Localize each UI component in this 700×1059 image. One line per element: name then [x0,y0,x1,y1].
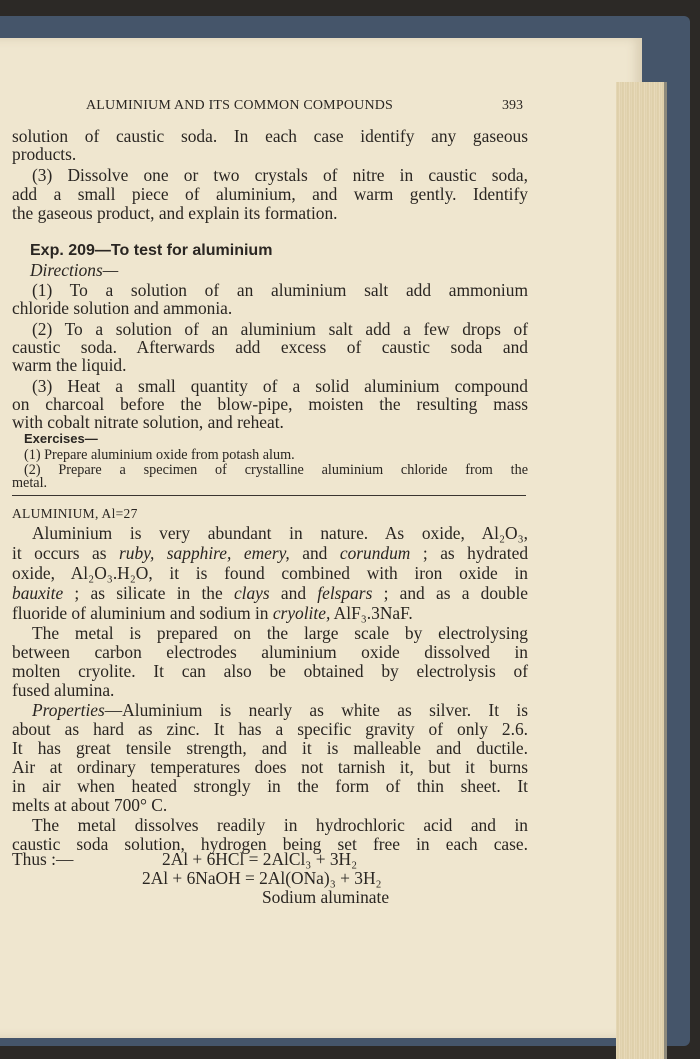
text-line: (3) Heat a small quantity of a solid aluminium compound [32,376,528,396]
text-line: Aluminium is very abundant in nature. As oxide, Al₂O₃, [32,523,528,543]
exercise-line: (1) Prepare aluminium oxide from potash alum. [24,447,295,463]
text-line: chloride solution and ammonia. [12,298,233,318]
equation-note: Sodium aluminate [262,887,390,907]
text-line: The metal is prepared on the large scale by electrolysing [32,623,528,643]
equation-hcl: 2Al + 6HCl = 2AlCl₃ + 3H₂ [162,849,358,869]
book-page [0,38,642,1038]
equation-naoh: 2Al + 6NaOH = 2Al(ONa)₃ + 3H₂ [142,868,382,888]
text-line: products. [12,144,77,164]
page-number: 393 [502,98,523,113]
text-line: (3) Dissolve one or two crystals of nitre in caustic soda, [32,165,528,185]
text-line: It has great tensile strength, and it is malleable and ductile. [12,738,528,758]
section-divider [12,495,526,496]
text-line: between carbon electrodes aluminium oxide dissolved in [12,642,528,662]
text-line: The metal dissolves readily in hydrochloric acid and in [32,815,528,835]
text-line: add a small piece of aluminium, and warm gently. Identify [12,184,528,204]
text-line: fluoride of aluminium and sodium in cryolite, AlF₃.3NaF. [12,603,413,623]
exercise-line: metal. [12,475,48,491]
text-line: oxide, Al₂O₃.H₂O, it is found combined with iron oxide in [12,563,528,583]
text-line: it occurs as ruby, sapphire, emery, and corundum ; as hydrated [12,543,529,563]
thus-label: Thus :— [12,849,74,869]
text-line: fused alumina. [12,680,115,700]
text-line: about as hard as zinc. It has a specific gravity of only 2.6. [12,719,528,739]
text-line: caustic soda solution, hydrogen being set free in each case. [12,834,528,854]
experiment-title: Exp. 209—To test for aluminium [30,242,273,259]
text-line: solution of caustic soda. In each case identify any gaseous [12,126,528,146]
running-title: ALUMINIUM AND ITS COMMON COMPOUNDS [86,98,394,113]
text-line: bauxite ; as silicate in the clays and felspars ; and as a double [12,583,528,603]
text-line: warm the liquid. [12,355,127,375]
text-line: melts at about 700° C. [12,795,168,815]
text-line: (2) To a solution of an aluminium salt add a few drops of [32,319,528,339]
text-line: the gaseous product, and explain its formation. [12,203,338,223]
text-line: in air when heated strongly in the form of thin sheet. It [12,776,528,796]
text-line: with cobalt nitrate solution, and reheat. [12,412,284,432]
text-line: Properties—Aluminium is nearly as white as silver. It is [32,700,528,720]
directions-label: Directions— [30,260,119,280]
section-heading: ALUMINIUM, Al=27 [12,506,138,521]
text-line: on charcoal before the blow-pipe, moisten the resulting mass [12,394,528,414]
text-line: caustic soda. Afterwards add excess of caustic soda and [12,337,528,357]
exercise-line: (2) Prepare a specimen of crystalline aluminium chloride from the [24,462,528,478]
text-line: (1) To a solution of an aluminium salt add ammonium [32,280,528,300]
text-line: molten cryolite. It can also be obtained by electrolysis of [12,661,528,681]
exercises-label: Exercises— [24,431,98,446]
page-edges [616,82,667,1059]
text-line: Air at ordinary temperatures does not tarnish it, but it burns [12,757,528,777]
